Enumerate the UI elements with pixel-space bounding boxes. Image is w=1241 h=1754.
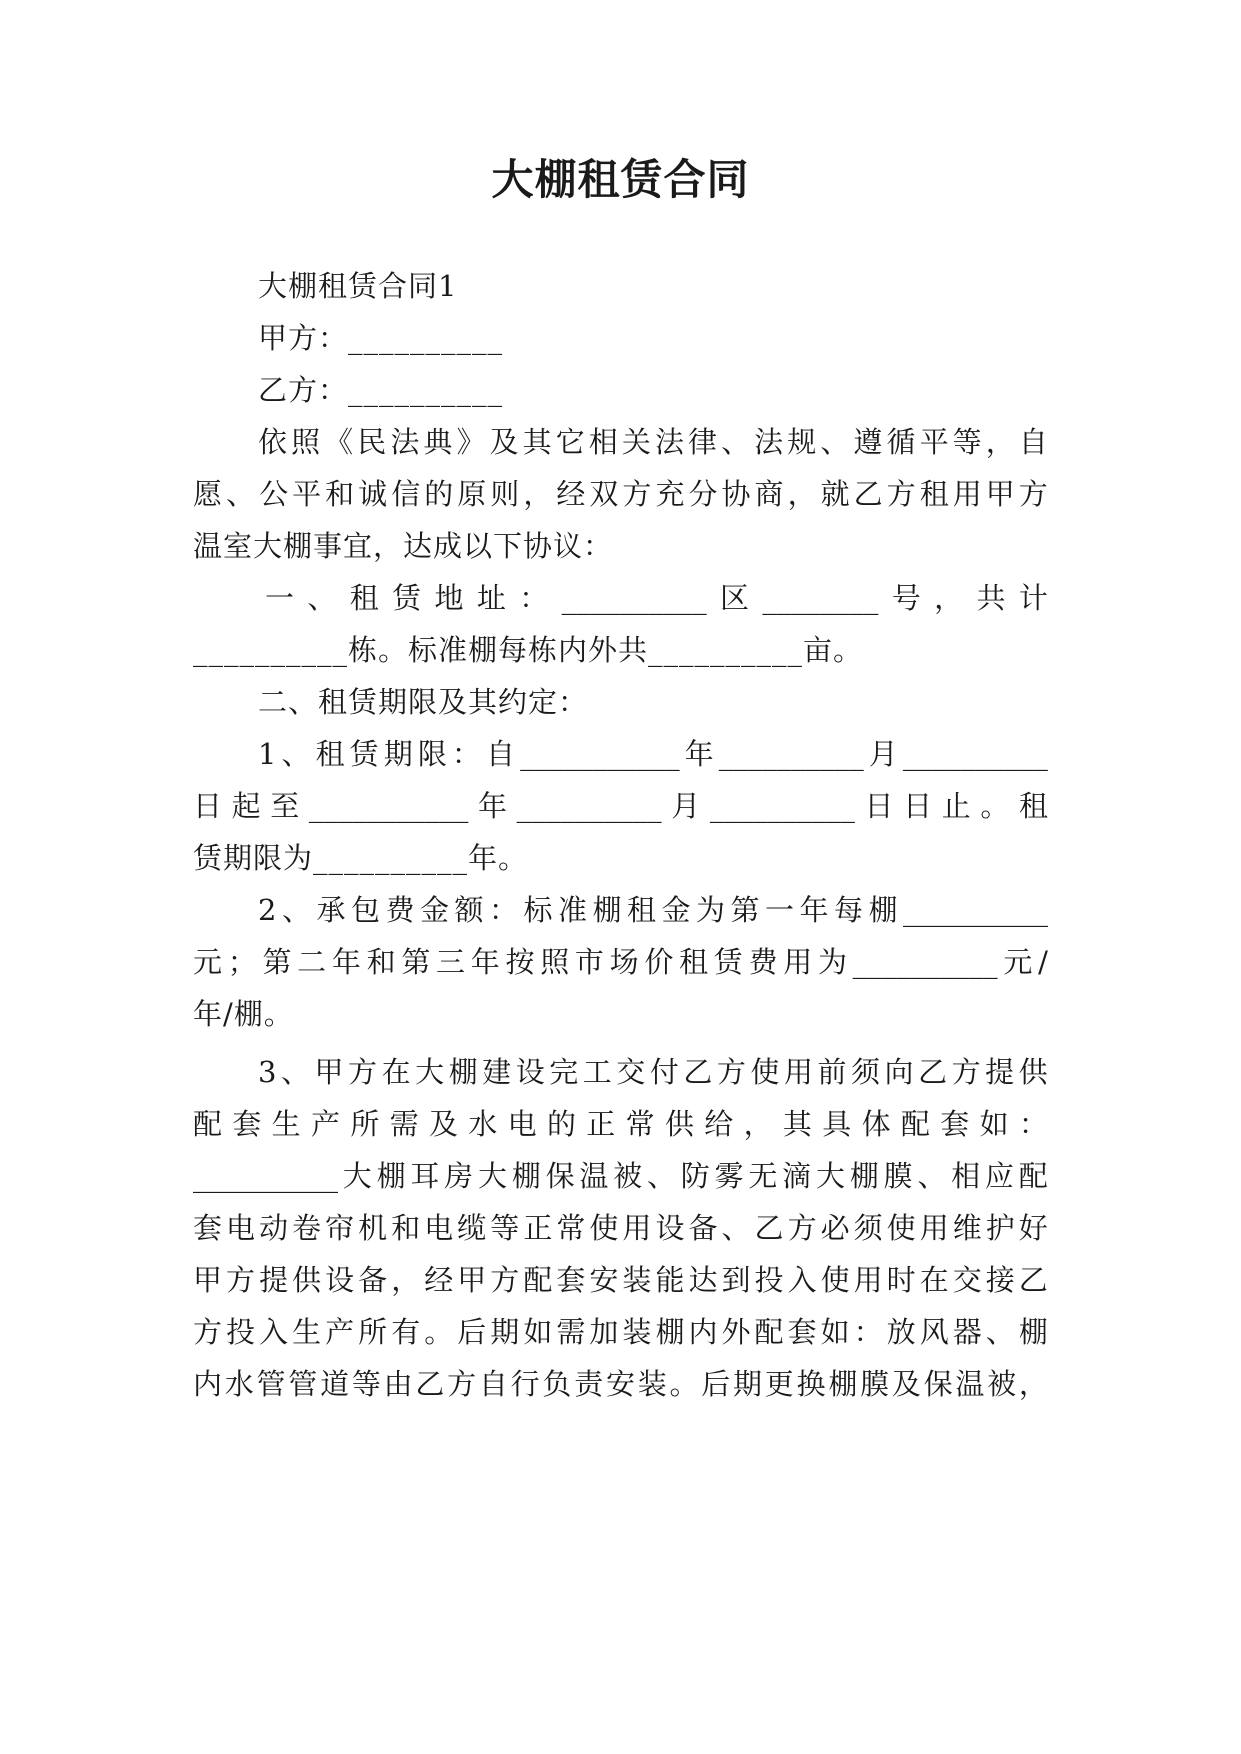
contract-heading: 大棚租赁合同1	[258, 269, 458, 303]
paragraph-line: 内 水 管 管 道 等 由 乙 方 自 行 负 责 安 装 。 后 期 更 换 棚 膜 及 保 温 被 ，	[193, 1367, 1048, 1401]
party-b-line: 乙方：__________	[258, 373, 504, 407]
paragraph-line: 赁期限为__________年。	[193, 841, 529, 875]
paragraph-line: 方 投 入 生 产 所 有 。 后 期 如 需 加 装 棚 内 外 配 套 如 ： 放 风 器 、 棚	[193, 1315, 1048, 1349]
paragraph-line: 日 起 至 ___________ 年 __________ 月 __________ 日 日 止 。 租	[193, 789, 1048, 823]
paragraph-line: 2 、 承 包 费 金 额 ： 标 准 棚 租 金 为 第 一 年 每 棚 __________	[258, 893, 1048, 927]
paragraph-line: 甲 方 提 供 设 备 ， 经 甲 方 配 套 安 装 能 达 到 投 入 使 用 时 在 交 接 乙	[193, 1263, 1048, 1297]
paragraph-line: 套 电 动 卷 帘 机 和 电 缆 等 正 常 使 用 设 备 、 乙 方 必 须 使 用 维 护 好	[193, 1211, 1048, 1245]
paragraph-line: 温室大棚事宜，达成以下协议：	[193, 529, 614, 563]
paragraph-line: 1 、 租 赁 期 限 ： 自 ___________ 年 __________ 月 __________	[258, 737, 1048, 771]
paragraph-line: 依 照 《 民 法 典 》 及 其 它 相 关 法 律 、 法 规 、 遵 循 平 等 ， 自	[258, 425, 1048, 459]
section-heading: 二、租赁期限及其约定：	[258, 685, 589, 719]
party-a-line: 甲方：__________	[258, 321, 504, 355]
document-title: 大棚租赁合同	[491, 155, 750, 204]
paragraph-line: 元 ； 第 二 年 和 第 三 年 按 照 市 场 价 租 赁 费 用 为 __________ 元 /	[193, 945, 1048, 979]
paragraph-line: 一 、 租 赁 地 址 ： __________ 区 ________ 号 ， 共 计	[265, 581, 1048, 615]
paragraph-line: __________栋。标准棚每栋内外共__________亩。	[193, 633, 864, 667]
paragraph-line: 年/棚。	[193, 997, 294, 1031]
paragraph-line: __________ 大 棚 耳 房 大 棚 保 温 被 、 防 雾 无 滴 大 棚 膜 、 相 应 配	[193, 1159, 1048, 1193]
paragraph-line: 配 套 生 产 所 需 及 水 电 的 正 常 供 给 ， 其 具 体 配 套 如 ：	[193, 1107, 1048, 1141]
paragraph-line: 愿 、 公 平 和 诚 信 的 原 则 ， 经 双 方 充 分 协 商 ， 就 乙 方 租 用 甲 方	[193, 477, 1048, 511]
paragraph-line: 3 、 甲 方 在 大 棚 建 设 完 工 交 付 乙 方 使 用 前 须 向 乙 方 提 供	[258, 1055, 1048, 1089]
